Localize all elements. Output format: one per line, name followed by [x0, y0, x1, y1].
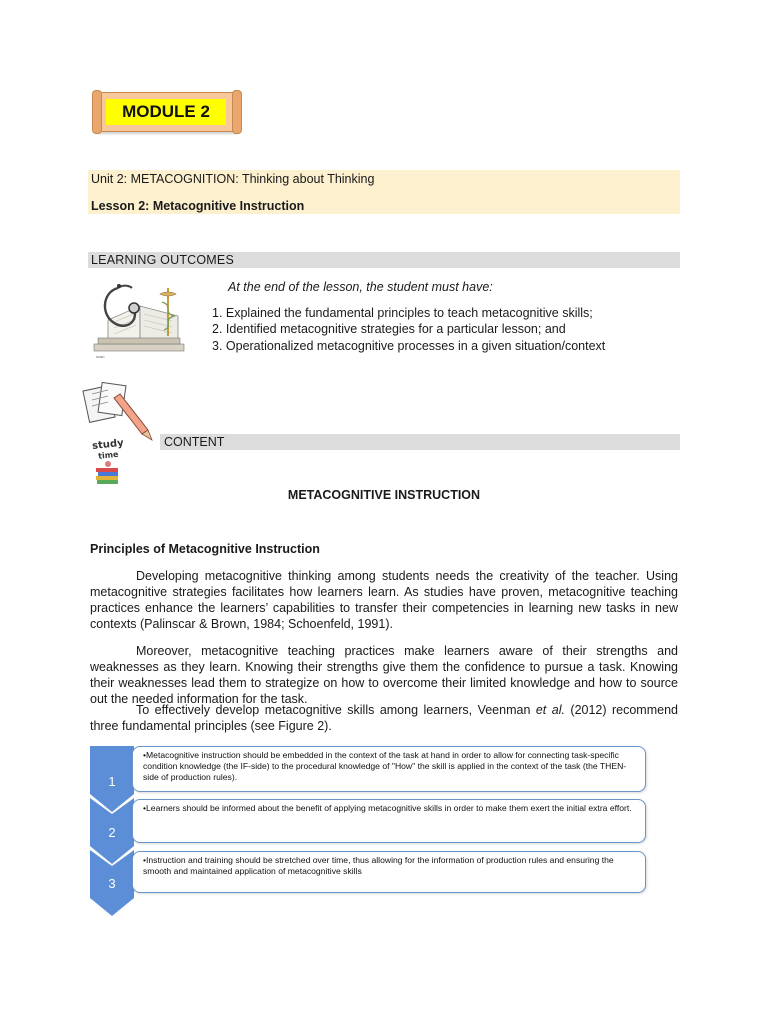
step-1-text: •Metacognitive instruction should be embedded in the context of the task at hand in order to allow for connecting task-specific condition knowledge (the IF-side) to the procedural knowledge of "How" the skill is applied in the context of the task (the THEN-side of production rules).	[143, 750, 627, 782]
sub-heading: Principles of Metacognitive Instruction	[90, 542, 320, 556]
lesson-title: Lesson 2: Metacognitive Instruction	[91, 199, 305, 213]
paragraph	[90, 702, 678, 734]
et-al-text: et al.	[535, 703, 565, 717]
unit-title: Unit 2: METACOGNITION: Thinking about Thinking	[91, 172, 375, 186]
paragraph: Developing metacognitive thinking among students needs the creativity of the teacher. Using metacognitive strategies facilitates how learners learn. As studies have proven, metacognitive teaching practices enhance the learners’ capabilities to transfer their competencies in learning new tasks in new contexts (Palinscar & Brown, 1984; Schoenfeld, 1991).	[90, 569, 678, 631]
step-3-box	[132, 851, 646, 893]
module-label: MODULE 2	[106, 99, 226, 125]
outcomes-intro: At the end of the lesson, the student must have:	[228, 280, 493, 294]
paragraph-text: (2012) recommend three fundamental principles (see Figure 2).	[90, 703, 678, 733]
outcome-item: 2. Identified metacognitive strategies for a particular lesson; and	[212, 322, 566, 336]
section-title: METACOGNITIVE INSTRUCTION	[287, 488, 481, 502]
step-2-number: 2	[108, 825, 116, 840]
step-1-box	[132, 746, 646, 792]
stethoscope-books-image	[88, 276, 192, 360]
svg-text:time: time	[97, 449, 119, 461]
step-2-text: •Learners should be informed about the benefit of applying metacognitive skills in order to make them exert the initial extra effort.	[143, 803, 632, 813]
step-3-number: 3	[108, 876, 116, 891]
paragraph-text: To effectively develop metacognitive skills among learners, Veenman	[136, 703, 536, 717]
outcome-item: 3. Operationalized metacognitive processes in a given situation/context	[212, 339, 606, 353]
svg-text:study: study	[91, 437, 125, 453]
step-3-text: •Instruction and training should be stretched over time, thus allowing for the information of production rules and ensuring the smooth and maintained application of metacognitive skills	[143, 855, 614, 876]
content-heading: CONTENT	[164, 435, 225, 449]
paragraph: Moreover, metacognitive teaching practices make learners aware of their strengths and weaknesses as they learn. Knowing their strengths give them the confidence to pursue a task. Knowing their weaknesses lead them to strategize on how to overcome their limited knowledge and how to source out the needed information for the task.	[90, 644, 678, 706]
svg-text:scan: scan	[96, 354, 105, 359]
outcomes-heading: LEARNING OUTCOMES	[91, 253, 234, 267]
outcome-item: 1. Explained the fundamental principles to teach metacognitive skills;	[212, 306, 593, 320]
step-1-number: 1	[108, 774, 116, 789]
content-header-bar	[160, 434, 680, 450]
step-2-box	[132, 799, 646, 843]
study-time-image	[82, 378, 156, 490]
